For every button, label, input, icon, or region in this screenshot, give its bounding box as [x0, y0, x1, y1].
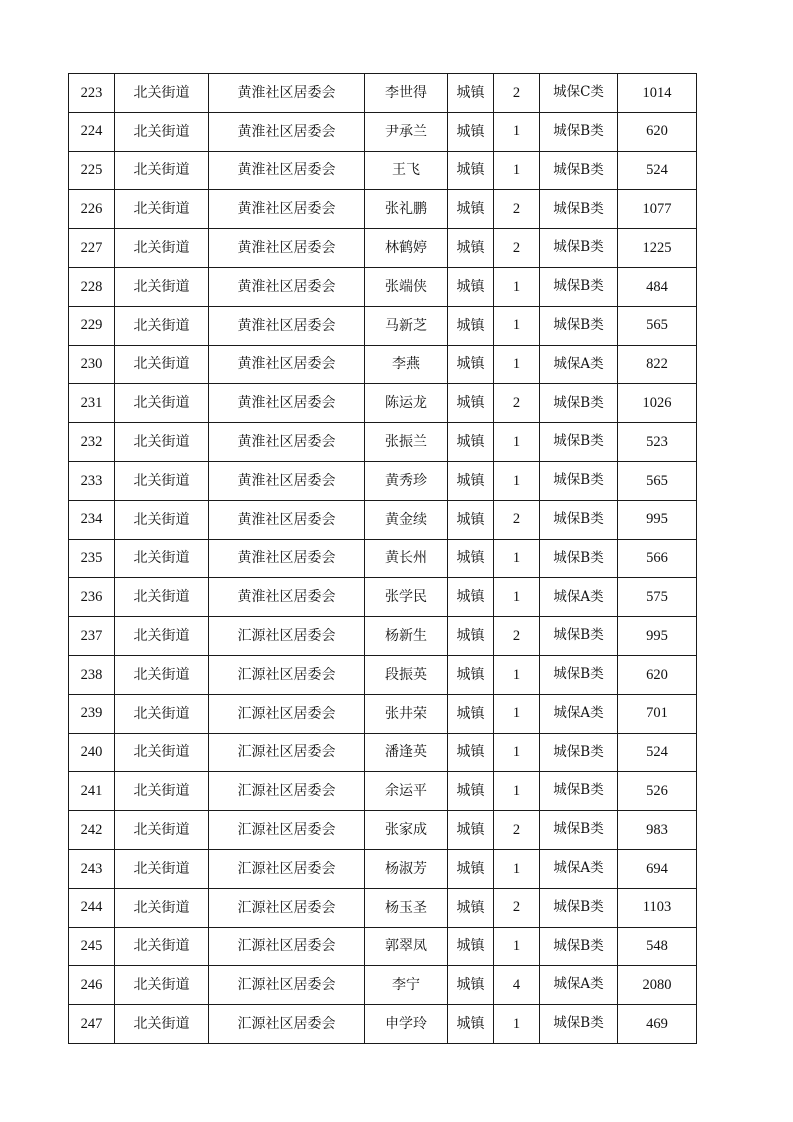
cell-committee: 黄淮社区居委会: [209, 539, 365, 578]
cell-street: 北关街道: [115, 461, 209, 500]
cell-category: 城保B类: [540, 811, 618, 850]
table-row: [69, 578, 697, 617]
cell-street: 北关街道: [115, 655, 209, 694]
table-row: [69, 229, 697, 268]
cell-street: 北关街道: [115, 1005, 209, 1044]
cell-category: 城保B类: [540, 306, 618, 345]
cell-street: 北关街道: [115, 151, 209, 190]
cell-name: 李宁: [365, 966, 448, 1005]
cell-committee: 黄淮社区居委会: [209, 345, 365, 384]
cell-committee: 汇源社区居委会: [209, 617, 365, 656]
cell-id: 240: [69, 733, 115, 772]
cell-id: 224: [69, 112, 115, 151]
cell-name: 李燕: [365, 345, 448, 384]
cell-amount: 620: [618, 112, 697, 151]
cell-id: 234: [69, 500, 115, 539]
cell-type: 城镇: [448, 423, 494, 462]
cell-name: 张礼鹏: [365, 190, 448, 229]
cell-amount: 694: [618, 849, 697, 888]
cell-id: 223: [69, 74, 115, 113]
cell-name: 郭翠凤: [365, 927, 448, 966]
cell-type: 城镇: [448, 267, 494, 306]
cell-category: 城保B类: [540, 772, 618, 811]
cell-type: 城镇: [448, 306, 494, 345]
cell-committee: 黄淮社区居委会: [209, 578, 365, 617]
cell-count: 1: [494, 539, 540, 578]
cell-count: 1: [494, 578, 540, 617]
cell-count: 2: [494, 811, 540, 850]
cell-amount: 469: [618, 1005, 697, 1044]
table-row: [69, 733, 697, 772]
cell-committee: 汇源社区居委会: [209, 811, 365, 850]
cell-name: 张端侠: [365, 267, 448, 306]
cell-type: 城镇: [448, 811, 494, 850]
cell-count: 1: [494, 733, 540, 772]
cell-category: 城保A类: [540, 966, 618, 1005]
cell-committee: 汇源社区居委会: [209, 927, 365, 966]
cell-street: 北关街道: [115, 694, 209, 733]
cell-count: 2: [494, 500, 540, 539]
cell-street: 北关街道: [115, 190, 209, 229]
cell-amount: 523: [618, 423, 697, 462]
cell-committee: 汇源社区居委会: [209, 733, 365, 772]
cell-street: 北关街道: [115, 74, 209, 113]
cell-category: 城保A类: [540, 694, 618, 733]
cell-name: 余运平: [365, 772, 448, 811]
cell-amount: 701: [618, 694, 697, 733]
cell-count: 2: [494, 617, 540, 656]
cell-count: 1: [494, 112, 540, 151]
cell-name: 段振英: [365, 655, 448, 694]
cell-name: 杨淑芳: [365, 849, 448, 888]
cell-category: 城保C类: [540, 74, 618, 113]
cell-street: 北关街道: [115, 267, 209, 306]
cell-type: 城镇: [448, 966, 494, 1005]
table-row: [69, 74, 697, 113]
cell-name: 尹承兰: [365, 112, 448, 151]
cell-type: 城镇: [448, 74, 494, 113]
table-row: [69, 772, 697, 811]
cell-committee: 汇源社区居委会: [209, 849, 365, 888]
cell-category: 城保B类: [540, 1005, 618, 1044]
table-row: [69, 500, 697, 539]
cell-amount: 1225: [618, 229, 697, 268]
cell-category: 城保B类: [540, 190, 618, 229]
cell-count: 4: [494, 966, 540, 1005]
cell-name: 潘逢英: [365, 733, 448, 772]
cell-committee: 汇源社区居委会: [209, 694, 365, 733]
cell-type: 城镇: [448, 190, 494, 229]
cell-count: 1: [494, 1005, 540, 1044]
cell-count: 1: [494, 306, 540, 345]
cell-amount: 983: [618, 811, 697, 850]
cell-category: 城保B类: [540, 539, 618, 578]
cell-count: 1: [494, 461, 540, 500]
cell-id: 245: [69, 927, 115, 966]
cell-name: 陈运龙: [365, 384, 448, 423]
cell-type: 城镇: [448, 151, 494, 190]
cell-type: 城镇: [448, 617, 494, 656]
cell-name: 黄金续: [365, 500, 448, 539]
cell-count: 2: [494, 384, 540, 423]
cell-street: 北关街道: [115, 306, 209, 345]
table-row: [69, 267, 697, 306]
cell-street: 北关街道: [115, 345, 209, 384]
cell-name: 黄秀珍: [365, 461, 448, 500]
cell-street: 北关街道: [115, 384, 209, 423]
cell-name: 黄长州: [365, 539, 448, 578]
cell-street: 北关街道: [115, 811, 209, 850]
cell-id: 236: [69, 578, 115, 617]
cell-committee: 黄淮社区居委会: [209, 190, 365, 229]
cell-type: 城镇: [448, 927, 494, 966]
cell-name: 王飞: [365, 151, 448, 190]
cell-amount: 1026: [618, 384, 697, 423]
cell-street: 北关街道: [115, 423, 209, 462]
cell-type: 城镇: [448, 345, 494, 384]
cell-category: 城保A类: [540, 849, 618, 888]
cell-street: 北关街道: [115, 927, 209, 966]
table-row: [69, 617, 697, 656]
cell-category: 城保B类: [540, 267, 618, 306]
cell-committee: 黄淮社区居委会: [209, 423, 365, 462]
cell-name: 张振兰: [365, 423, 448, 462]
cell-category: 城保B类: [540, 384, 618, 423]
cell-type: 城镇: [448, 112, 494, 151]
cell-id: 237: [69, 617, 115, 656]
table-row: [69, 345, 697, 384]
table-row: [69, 966, 697, 1005]
table-row: [69, 655, 697, 694]
cell-amount: 484: [618, 267, 697, 306]
data-table: [68, 73, 697, 1044]
cell-amount: 995: [618, 500, 697, 539]
cell-amount: 548: [618, 927, 697, 966]
cell-category: 城保B类: [540, 112, 618, 151]
table-row: [69, 694, 697, 733]
table-row: [69, 112, 697, 151]
cell-committee: 黄淮社区居委会: [209, 74, 365, 113]
cell-count: 2: [494, 229, 540, 268]
cell-category: 城保A类: [540, 345, 618, 384]
cell-id: 241: [69, 772, 115, 811]
cell-id: 227: [69, 229, 115, 268]
cell-count: 1: [494, 655, 540, 694]
cell-street: 北关街道: [115, 617, 209, 656]
cell-type: 城镇: [448, 888, 494, 927]
cell-committee: 汇源社区居委会: [209, 1005, 365, 1044]
cell-name: 张井荣: [365, 694, 448, 733]
cell-committee: 黄淮社区居委会: [209, 267, 365, 306]
cell-amount: 995: [618, 617, 697, 656]
cell-id: 225: [69, 151, 115, 190]
cell-type: 城镇: [448, 655, 494, 694]
table-row: [69, 539, 697, 578]
cell-category: 城保B类: [540, 733, 618, 772]
cell-type: 城镇: [448, 733, 494, 772]
cell-id: 239: [69, 694, 115, 733]
cell-street: 北关街道: [115, 772, 209, 811]
cell-name: 申学玲: [365, 1005, 448, 1044]
cell-category: 城保B类: [540, 655, 618, 694]
cell-count: 1: [494, 423, 540, 462]
cell-count: 1: [494, 345, 540, 384]
cell-category: 城保B类: [540, 461, 618, 500]
cell-count: 2: [494, 888, 540, 927]
cell-name: 杨玉圣: [365, 888, 448, 927]
table-row: [69, 423, 697, 462]
cell-category: 城保B类: [540, 500, 618, 539]
table-row: [69, 384, 697, 423]
cell-type: 城镇: [448, 694, 494, 733]
cell-count: 1: [494, 694, 540, 733]
cell-amount: 1014: [618, 74, 697, 113]
cell-type: 城镇: [448, 384, 494, 423]
cell-name: 马新芝: [365, 306, 448, 345]
cell-category: 城保B类: [540, 617, 618, 656]
cell-street: 北关街道: [115, 500, 209, 539]
cell-committee: 黄淮社区居委会: [209, 112, 365, 151]
cell-id: 232: [69, 423, 115, 462]
cell-amount: 620: [618, 655, 697, 694]
cell-name: 李世得: [365, 74, 448, 113]
cell-committee: 黄淮社区居委会: [209, 384, 365, 423]
cell-name: 林鹤婷: [365, 229, 448, 268]
cell-amount: 575: [618, 578, 697, 617]
cell-id: 226: [69, 190, 115, 229]
table-row: [69, 811, 697, 850]
cell-amount: 565: [618, 306, 697, 345]
cell-street: 北关街道: [115, 578, 209, 617]
cell-committee: 黄淮社区居委会: [209, 500, 365, 539]
cell-count: 2: [494, 190, 540, 229]
cell-id: 238: [69, 655, 115, 694]
cell-count: 1: [494, 772, 540, 811]
cell-committee: 黄淮社区居委会: [209, 151, 365, 190]
cell-street: 北关街道: [115, 733, 209, 772]
cell-committee: 黄淮社区居委会: [209, 306, 365, 345]
cell-category: 城保B类: [540, 927, 618, 966]
cell-category: 城保B类: [540, 423, 618, 462]
cell-type: 城镇: [448, 578, 494, 617]
cell-count: 1: [494, 849, 540, 888]
cell-id: 243: [69, 849, 115, 888]
table-row: [69, 190, 697, 229]
cell-street: 北关街道: [115, 849, 209, 888]
cell-type: 城镇: [448, 849, 494, 888]
table-row: [69, 927, 697, 966]
cell-type: 城镇: [448, 500, 494, 539]
cell-committee: 汇源社区居委会: [209, 772, 365, 811]
cell-name: 张学民: [365, 578, 448, 617]
cell-id: 235: [69, 539, 115, 578]
cell-committee: 黄淮社区居委会: [209, 229, 365, 268]
cell-street: 北关街道: [115, 229, 209, 268]
cell-category: 城保B类: [540, 151, 618, 190]
cell-name: 杨新生: [365, 617, 448, 656]
table-row: [69, 1005, 697, 1044]
cell-amount: 566: [618, 539, 697, 578]
cell-committee: 黄淮社区居委会: [209, 461, 365, 500]
cell-category: 城保A类: [540, 578, 618, 617]
table-row: [69, 888, 697, 927]
cell-id: 244: [69, 888, 115, 927]
table-row: [69, 151, 697, 190]
cell-id: 247: [69, 1005, 115, 1044]
cell-street: 北关街道: [115, 112, 209, 151]
table-row: [69, 461, 697, 500]
cell-amount: 524: [618, 151, 697, 190]
cell-street: 北关街道: [115, 888, 209, 927]
cell-count: 1: [494, 267, 540, 306]
cell-id: 242: [69, 811, 115, 850]
table-row: [69, 306, 697, 345]
cell-amount: 2080: [618, 966, 697, 1005]
table-row: [69, 849, 697, 888]
cell-amount: 1077: [618, 190, 697, 229]
cell-count: 2: [494, 74, 540, 113]
cell-type: 城镇: [448, 461, 494, 500]
cell-name: 张家成: [365, 811, 448, 850]
cell-committee: 汇源社区居委会: [209, 966, 365, 1005]
cell-amount: 526: [618, 772, 697, 811]
cell-type: 城镇: [448, 772, 494, 811]
cell-amount: 524: [618, 733, 697, 772]
cell-committee: 汇源社区居委会: [209, 655, 365, 694]
cell-id: 229: [69, 306, 115, 345]
cell-type: 城镇: [448, 539, 494, 578]
table-body: [69, 74, 697, 1044]
cell-type: 城镇: [448, 229, 494, 268]
cell-category: 城保B类: [540, 229, 618, 268]
cell-type: 城镇: [448, 1005, 494, 1044]
cell-id: 230: [69, 345, 115, 384]
cell-committee: 汇源社区居委会: [209, 888, 365, 927]
cell-id: 246: [69, 966, 115, 1005]
cell-id: 233: [69, 461, 115, 500]
cell-category: 城保B类: [540, 888, 618, 927]
cell-count: 1: [494, 927, 540, 966]
cell-id: 228: [69, 267, 115, 306]
cell-id: 231: [69, 384, 115, 423]
cell-street: 北关街道: [115, 966, 209, 1005]
cell-street: 北关街道: [115, 539, 209, 578]
cell-amount: 565: [618, 461, 697, 500]
cell-amount: 1103: [618, 888, 697, 927]
cell-count: 1: [494, 151, 540, 190]
cell-amount: 822: [618, 345, 697, 384]
